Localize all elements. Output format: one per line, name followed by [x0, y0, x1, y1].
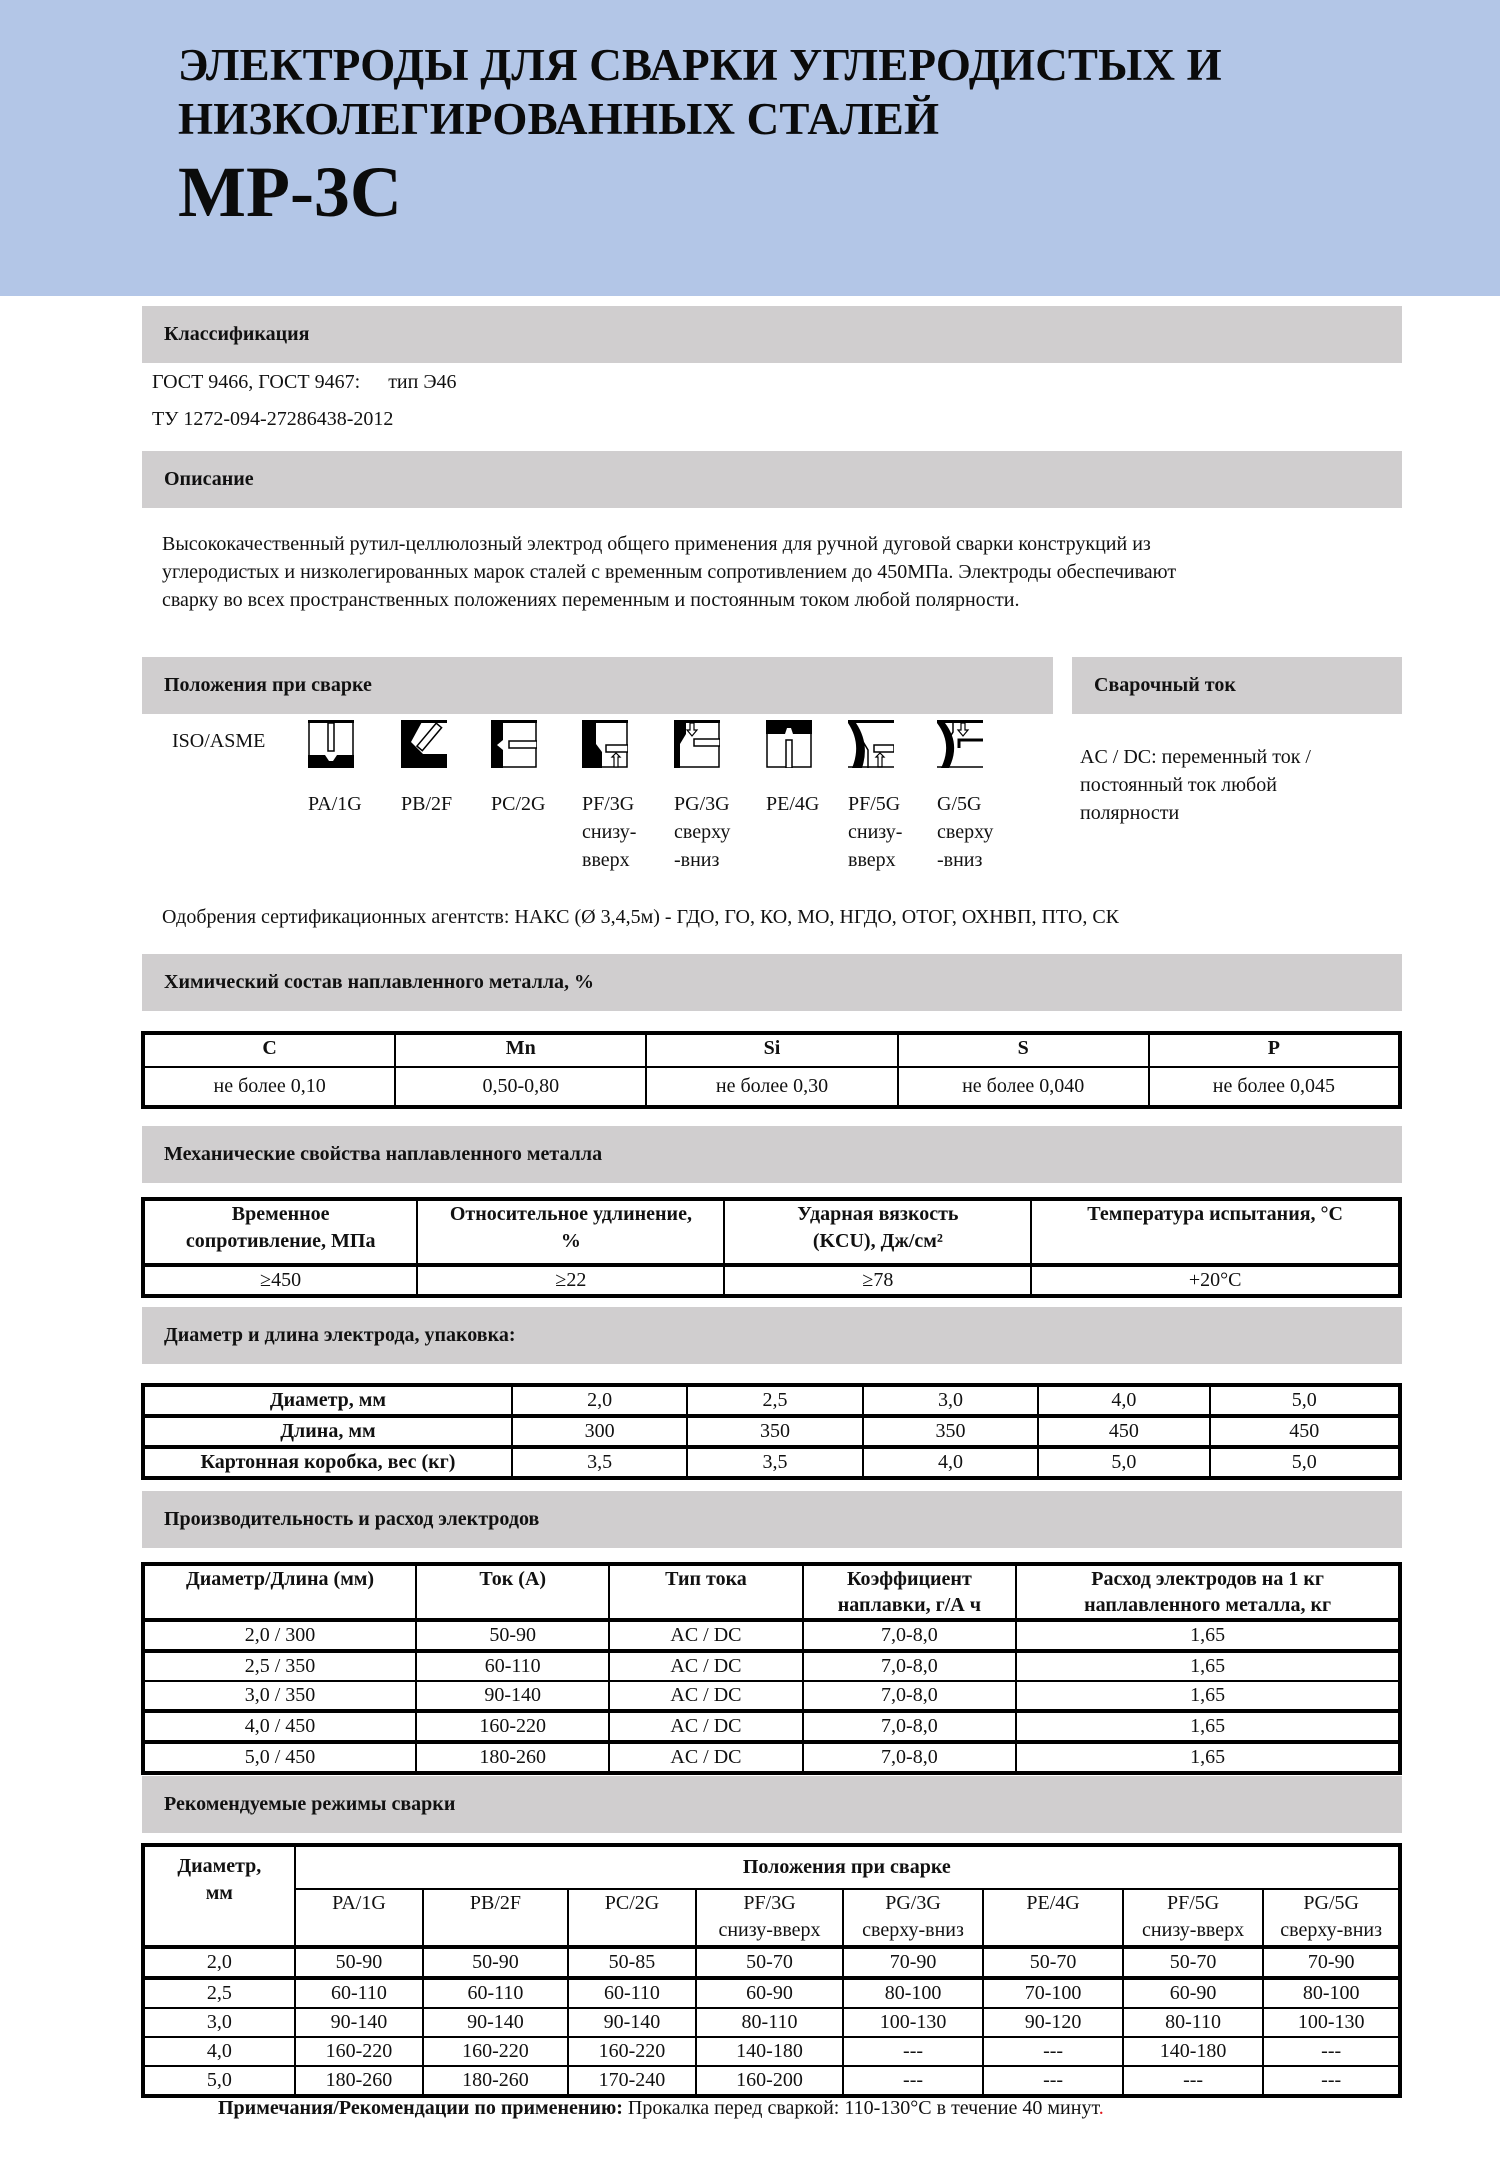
table-cell: 50-70 [1123, 1947, 1264, 1978]
notes-end-mark: . [1098, 2097, 1104, 2119]
table-cell: 50-85 [568, 1947, 697, 1978]
product-model: МР-3С [178, 152, 402, 232]
table-cell: --- [1123, 2066, 1264, 2096]
table-cell: --- [983, 2037, 1123, 2066]
position-direction: снизу- [848, 821, 903, 843]
header-line: PB/2F [469, 1892, 522, 1914]
position-pe-4g-icon [766, 720, 812, 768]
table-cell: 160-220 [568, 2037, 697, 2066]
table-cell: 5,0 [1210, 1385, 1400, 1416]
header-line: наплавленного металла, кг [1084, 1594, 1332, 1616]
header-line: % [560, 1230, 581, 1252]
table-cell: 160-220 [295, 2037, 424, 2066]
table-header-cell [1016, 1564, 1400, 1620]
table-cell: 80-110 [696, 2008, 842, 2037]
table-cell: 4,0 [1038, 1385, 1209, 1416]
section-description-heading: Описание [142, 451, 1402, 508]
header-line: Ток (А) [479, 1568, 547, 1590]
table-cell: 2,0 [512, 1385, 687, 1416]
table-cell: 350 [687, 1416, 862, 1447]
table-header-cell [843, 1889, 984, 1947]
position-item [937, 720, 1027, 871]
position-direction: сверху [937, 821, 994, 843]
header-line: PF/5G [1166, 1892, 1220, 1914]
title-line-1: ЭЛЕКТРОДЫ ДЛЯ СВАРКИ УГЛЕРОДИСТЫХ И [178, 40, 1222, 90]
table-cell: AC / DC [609, 1620, 802, 1651]
welding-current-line-1: AC / DC: переменный ток / [1080, 746, 1311, 768]
classification-tu: ТУ 1272-094-27286438-2012 [152, 408, 394, 430]
table-cell: 180-260 [416, 1742, 609, 1773]
table-header-cell [143, 1564, 416, 1620]
table-header-cell [143, 1199, 417, 1265]
diameter-cell: 4,0 [143, 2037, 295, 2066]
table-cell: 1,65 [1016, 1711, 1400, 1742]
table-cell: 90-140 [568, 2008, 697, 2037]
section-modes-heading: Рекомендуемые режимы сварки [142, 1776, 1402, 1833]
table-cell: 3,5 [687, 1447, 862, 1478]
table-cell: 60-110 [423, 1978, 567, 2008]
diameter-cell: 5,0 [143, 2066, 295, 2096]
position-direction: снизу- [582, 821, 637, 843]
notes-text: Прокалка перед сваркой: 110-130°С в течение 40 минут [622, 2097, 1099, 2119]
header-line: Температура испытания, °С [1087, 1203, 1343, 1225]
table-header-cell: Si [646, 1033, 897, 1067]
table-row [143, 1742, 1400, 1773]
header-line: PC/2G [604, 1892, 660, 1914]
table-cell: 100-130 [843, 2008, 984, 2037]
position-direction: вверх [582, 849, 630, 871]
header-line: сверху-вниз [862, 1919, 964, 1941]
notes-label: Примечания/Рекомендации по применению: [218, 2097, 623, 2119]
position-pg-3g-icon [674, 720, 720, 768]
table-cell: 2,0 / 300 [143, 1620, 416, 1651]
table-cell: 4,0 [863, 1447, 1038, 1478]
table-header-cell [568, 1889, 697, 1947]
table-cell: 3,0 / 350 [143, 1681, 416, 1711]
table-cell: ≥22 [417, 1265, 724, 1296]
table-cell: не более 0,10 [143, 1067, 395, 1107]
position-item [308, 720, 398, 815]
position-item [766, 720, 856, 815]
header-line: сверху-вниз [1280, 1919, 1383, 1941]
position-label: PE/4G [766, 793, 820, 815]
header-line: Диаметр, [177, 1855, 262, 1877]
table-header-cell [416, 1564, 609, 1620]
table-header-cell [1031, 1199, 1400, 1265]
table-cell: 1,65 [1016, 1681, 1400, 1711]
table-cell: AC / DC [609, 1742, 802, 1773]
table-cell: 4,0 / 450 [143, 1711, 416, 1742]
table-cell: 140-180 [696, 2037, 842, 2066]
table-cell: 160-220 [416, 1711, 609, 1742]
position-item [582, 720, 672, 871]
table-header-cell: C [143, 1033, 395, 1067]
header-banner [0, 0, 1500, 296]
table-header-cell: P [1149, 1033, 1400, 1067]
table-cell: 90-140 [416, 1681, 609, 1711]
table-cell: 5,0 [1038, 1447, 1209, 1478]
diameter-header [143, 1845, 295, 1947]
table-row [143, 1265, 1400, 1296]
classification-type: тип Э46 [388, 371, 457, 393]
table-cell: 2,5 / 350 [143, 1651, 416, 1681]
table-cell: --- [843, 2037, 984, 2066]
position-item [848, 720, 938, 871]
header-line: наплавки, г/А ч [837, 1594, 981, 1616]
table-cell: 7,0-8,0 [803, 1742, 1017, 1773]
table-cell: --- [983, 2066, 1123, 2096]
table-cell: 50-90 [423, 1947, 567, 1978]
approvals-text: Одобрения сертификационных агентств: НАКС (Ø 3,4,5м) - ГДО, ГО, КО, МО, НГДО, ОТОГ, ОХНВП, ПТО, СК [162, 906, 1120, 928]
table-cell: 80-100 [843, 1978, 984, 2008]
header-line: Относительное удлинение, [449, 1203, 692, 1225]
table-row [143, 1620, 1400, 1651]
row-label: Картонная коробка, вес (кг) [143, 1447, 512, 1478]
table-row [143, 1067, 1400, 1107]
table-header-cell [803, 1564, 1017, 1620]
table-cell: 7,0-8,0 [803, 1711, 1017, 1742]
table-cell: 100-130 [1263, 2008, 1400, 2037]
position-direction: вверх [848, 849, 896, 871]
performance-table [141, 1562, 1402, 1775]
table-cell: 450 [1038, 1416, 1209, 1447]
table-cell: 90-140 [295, 2008, 424, 2037]
table-row [143, 1947, 1400, 1978]
header-line: сопротивление, МПа [185, 1230, 376, 1252]
table-cell: AC / DC [609, 1651, 802, 1681]
position-direction: -вниз [674, 849, 720, 871]
table-header-cell [609, 1564, 802, 1620]
table-cell: ≥450 [143, 1265, 417, 1296]
table-row [143, 2008, 1400, 2037]
table-cell: 2,5 [687, 1385, 862, 1416]
header-line: PE/4G [1026, 1892, 1080, 1914]
description-line-2: углеродистых и низколегированных марок сталей с временным сопротивлением до 450МПа. Электроды обеспечивают [162, 561, 1177, 583]
section-mechanical-heading: Механические свойства наплавленного металла [142, 1126, 1402, 1183]
table-cell: --- [1263, 2037, 1400, 2066]
classification-standard [152, 368, 457, 396]
welding-current-text [1080, 743, 1311, 827]
position-pf-5g-icon [848, 720, 894, 768]
header-line: Временное [231, 1203, 330, 1225]
iso-asme-label: ISO/ASME [172, 730, 266, 752]
table-cell: 170-240 [568, 2066, 697, 2096]
welding-modes-table [141, 1843, 1402, 2098]
position-pc-2g-icon [491, 720, 537, 768]
positions-header: Положения при сварке [295, 1845, 1400, 1889]
table-cell: 7,0-8,0 [803, 1681, 1017, 1711]
position-item [401, 720, 491, 815]
position-label: PC/2G [491, 793, 546, 815]
table-cell: 450 [1210, 1416, 1400, 1447]
position-label: PA/1G [308, 793, 362, 815]
header-line: PG/3G [885, 1892, 941, 1914]
table-cell: 70-90 [843, 1947, 984, 1978]
table-header-cell [724, 1199, 1031, 1265]
position-pa-1g-icon [308, 720, 354, 768]
table-cell: 60-110 [295, 1978, 424, 2008]
table-row [143, 1978, 1400, 2008]
header-line: PG/5G [1303, 1892, 1359, 1914]
table-cell: 5,0 / 450 [143, 1742, 416, 1773]
table-header-cell [423, 1889, 567, 1947]
section-welding-positions-heading: Положения при сварке [142, 657, 1053, 714]
table-cell: 50-90 [295, 1947, 424, 1978]
header-line: Коэффициент [847, 1568, 972, 1590]
header-line: PF/3G [743, 1892, 796, 1914]
table-cell: 0,50-0,80 [395, 1067, 646, 1107]
header-line: Ударная вязкость [797, 1203, 959, 1225]
section-performance-heading: Производительность и расход электродов [142, 1491, 1402, 1548]
application-notes [218, 2097, 1104, 2120]
table-cell: 60-90 [696, 1978, 842, 2008]
table-row [143, 2037, 1400, 2066]
welding-current-line-3: полярности [1080, 802, 1180, 824]
table-cell: 90-140 [423, 2008, 567, 2037]
table-header-cell [295, 1889, 424, 1947]
table-row [143, 1385, 1400, 1416]
table-cell: AC / DC [609, 1711, 802, 1742]
table-cell: 80-100 [1263, 1978, 1400, 2008]
table-row [143, 2066, 1400, 2096]
table-cell: 350 [863, 1416, 1038, 1447]
header-line: Тип тока [665, 1568, 747, 1590]
position-label: PF/5G [848, 793, 901, 815]
table-cell: ≥78 [724, 1265, 1031, 1296]
table-cell: 50-70 [983, 1947, 1123, 1978]
table-cell: 180-260 [423, 2066, 567, 2096]
position-label: PG/3G [674, 793, 730, 815]
header-line: мм [205, 1882, 233, 1904]
position-label: PB/2F [401, 793, 453, 815]
table-cell: 180-260 [295, 2066, 424, 2096]
table-cell: +20°С [1031, 1265, 1400, 1296]
position-label: PF/3G [582, 793, 635, 815]
table-cell: 1,65 [1016, 1651, 1400, 1681]
table-row [143, 1681, 1400, 1711]
mechanical-properties-table [141, 1197, 1402, 1298]
description-line-1: Высококачественный рутил-целлюлозный электрод общего применения для ручной дуговой сварки конструкций из [162, 533, 1151, 555]
table-row [143, 1711, 1400, 1742]
row-label: Диаметр, мм [143, 1385, 512, 1416]
position-item [674, 720, 764, 871]
table-cell: не более 0,045 [1149, 1067, 1400, 1107]
table-cell: 60-90 [1123, 1978, 1264, 2008]
table-cell: --- [1263, 2066, 1400, 2096]
diameter-cell: 2,0 [143, 1947, 295, 1978]
classification-gost: ГОСТ 9466, ГОСТ 9467: [152, 371, 361, 393]
section-welding-current-heading: Сварочный ток [1072, 657, 1402, 714]
section-classification-heading: Классификация [142, 306, 1402, 363]
table-header-cell [417, 1199, 724, 1265]
table-header-cell [696, 1889, 842, 1947]
position-g-5g-icon [937, 720, 983, 768]
table-cell: 90-120 [983, 2008, 1123, 2037]
table-cell: 160-220 [423, 2037, 567, 2066]
header-line: снизу-вверх [1142, 1919, 1245, 1941]
position-pb-2f-icon [401, 720, 447, 768]
table-cell: не более 0,30 [646, 1067, 897, 1107]
table-cell: 3,5 [512, 1447, 687, 1478]
position-direction: -вниз [937, 849, 983, 871]
table-cell: 80-110 [1123, 2008, 1264, 2037]
table-row [143, 1447, 1400, 1478]
table-header-cell [1123, 1889, 1264, 1947]
table-row [143, 1651, 1400, 1681]
position-pf-3g-icon [582, 720, 628, 768]
header-line: Диаметр/Длина (мм) [185, 1568, 375, 1590]
table-header-cell: S [898, 1033, 1149, 1067]
table-cell: 70-90 [1263, 1947, 1400, 1978]
header-line: PA/1G [332, 1892, 386, 1914]
table-header-cell [983, 1889, 1123, 1947]
table-cell: 60-110 [416, 1651, 609, 1681]
table-row [143, 1416, 1400, 1447]
position-label: G/5G [937, 793, 982, 815]
table-cell: 70-100 [983, 1978, 1123, 2008]
table-cell: 160-200 [696, 2066, 842, 2096]
table-cell: 3,0 [863, 1385, 1038, 1416]
table-cell: 1,65 [1016, 1620, 1400, 1651]
title-line-2: НИЗКОЛЕГИРОВАННЫХ СТАЛЕЙ [178, 94, 940, 144]
diameter-cell: 3,0 [143, 2008, 295, 2037]
section-chemical-heading: Химический состав наплавленного металла, % [142, 954, 1402, 1011]
position-item [491, 720, 581, 815]
section-dimensions-heading: Диаметр и длина электрода, упаковка: [142, 1307, 1402, 1364]
welding-current-line-2: постоянный ток любой [1080, 774, 1277, 796]
table-cell: 1,65 [1016, 1742, 1400, 1773]
table-cell: 140-180 [1123, 2037, 1264, 2066]
position-direction: сверху [674, 821, 731, 843]
table-cell: 7,0-8,0 [803, 1620, 1017, 1651]
table-cell: AC / DC [609, 1681, 802, 1711]
diameter-cell: 2,5 [143, 1978, 295, 2008]
header-line: Расход электродов на 1 кг [1091, 1568, 1324, 1590]
chemical-composition-table [141, 1031, 1402, 1109]
description-line-3: сварку во всех пространственных положениях переменным и постоянным током любой полярности. [162, 589, 1020, 611]
table-header-cell [1263, 1889, 1400, 1947]
table-cell: --- [843, 2066, 984, 2096]
row-label: Длина, мм [143, 1416, 512, 1447]
description-text [162, 530, 1176, 614]
table-cell: 50-90 [416, 1620, 609, 1651]
table-cell: 50-70 [696, 1947, 842, 1978]
table-cell: 5,0 [1210, 1447, 1400, 1478]
table-header-cell: Mn [395, 1033, 646, 1067]
document-title [178, 38, 1222, 146]
table-cell: 7,0-8,0 [803, 1651, 1017, 1681]
table-cell: 300 [512, 1416, 687, 1447]
header-line: снизу-вверх [718, 1919, 821, 1941]
dimensions-table [141, 1383, 1402, 1480]
table-cell: не более 0,040 [898, 1067, 1149, 1107]
table-cell: 60-110 [568, 1978, 697, 2008]
header-line: (KCU), Дж/см² [812, 1230, 943, 1252]
